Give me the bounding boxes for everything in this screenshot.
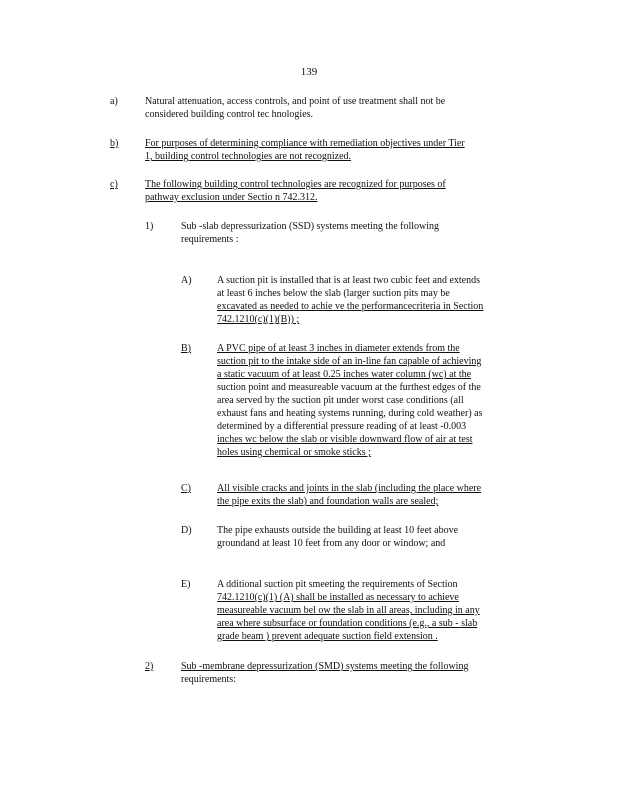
item-label-D: D): [181, 525, 192, 536]
text-line: determined by a differential pressure reading of at least -0.003: [217, 421, 467, 432]
item-label-A: A): [181, 275, 192, 286]
text-line: A suction pit is installed that is at least two cubic feet and extends: [217, 275, 480, 286]
item-label-b: b): [110, 138, 119, 149]
item-text-D: [217, 524, 507, 550]
text-line: A PVC pipe of at least 3 inches in diameter extends from the: [217, 343, 460, 354]
text-line: area where subsurface or foundation conditions (e.g., a sub - slab: [217, 618, 478, 629]
item-text-A: [217, 274, 533, 326]
text-line: The pipe exhausts outside the building at least 10 feet above: [217, 525, 459, 536]
text-line: holes using chemical or smoke sticks ;: [217, 447, 371, 458]
text-line: 1, building control technologies are not recognized.: [145, 151, 352, 162]
item-text-2: [181, 660, 526, 686]
item-text-b: [145, 137, 533, 163]
text-line: groundand at least 10 feet from any door or window; and: [217, 538, 446, 549]
text-line: 742.1210(c)(1) (A) shall be installed as necessary to achieve: [217, 592, 459, 603]
text-line: 742.1210(c)(1)(B)) ;: [217, 314, 300, 325]
item-text-B: [217, 342, 533, 459]
text-line: pathway exclusion under Sectio n 742.312.: [145, 192, 318, 203]
item-label-1: 1): [145, 221, 154, 232]
text-line: inches wc below the slab or visible downward flow of air at test: [217, 434, 473, 445]
text-line: at least 6 inches below the slab (larger suction pits may be: [217, 288, 450, 299]
item-text-a: [145, 95, 507, 121]
item-text-C: [217, 482, 533, 508]
text-line: A dditional suction pit smeeting the requirements of Section: [217, 579, 458, 590]
text-line: requirements :: [181, 234, 239, 245]
item-label-2: 2): [145, 661, 154, 672]
text-line: suction point and measureable vacuum at the furthest edges of the: [217, 382, 481, 393]
text-line: a static vacuum of at least 0.25 inches water column (wc) at the: [217, 369, 472, 380]
text-line: grade beam ) prevent adequate suction field extension .: [217, 631, 438, 642]
text-line: excavated as needed to achie ve the performancecriteria in Section: [217, 301, 484, 312]
text-line: suction pit to the intake side of an in-line fan capable of achieving: [217, 356, 482, 367]
text-line: The following building control technologies are recognized for purposes of: [145, 179, 446, 190]
text-line: Natural attenuation, access controls, and point of use treatment shall not be: [145, 96, 446, 107]
text-line: All visible cracks and joints in the slab (including the place where: [217, 483, 482, 494]
item-label-B: B): [181, 343, 191, 354]
item-text-c: [145, 178, 507, 204]
item-text-1: [181, 220, 481, 246]
text-line: considered building control tec hnologies.: [145, 109, 314, 120]
text-line: For purposes of determining compliance with remediation objectives under Tier: [145, 138, 465, 149]
text-line: the pipe exits the slab) and foundation walls are sealed;: [217, 496, 439, 507]
item-text-E: [217, 578, 533, 643]
item-label-E: E): [181, 579, 191, 590]
item-label-c: c): [110, 179, 118, 190]
item-label-C: C): [181, 483, 191, 494]
text-line: exhaust fans and heating systems running, during cold weather) as: [217, 408, 483, 419]
text-line: requirements:: [181, 674, 236, 685]
text-line: measureable vacuum bel ow the slab in all areas, including in any: [217, 605, 480, 616]
page-number: 139: [300, 66, 318, 78]
text-line: Sub -membrane depressurization (SMD) systems meeting the following: [181, 661, 469, 672]
text-line: area served by the suction pit under worst case conditions (all: [217, 395, 464, 406]
item-label-a: a): [110, 96, 118, 107]
text-line: Sub -slab depressurization (SSD) systems meeting the following: [181, 221, 440, 232]
